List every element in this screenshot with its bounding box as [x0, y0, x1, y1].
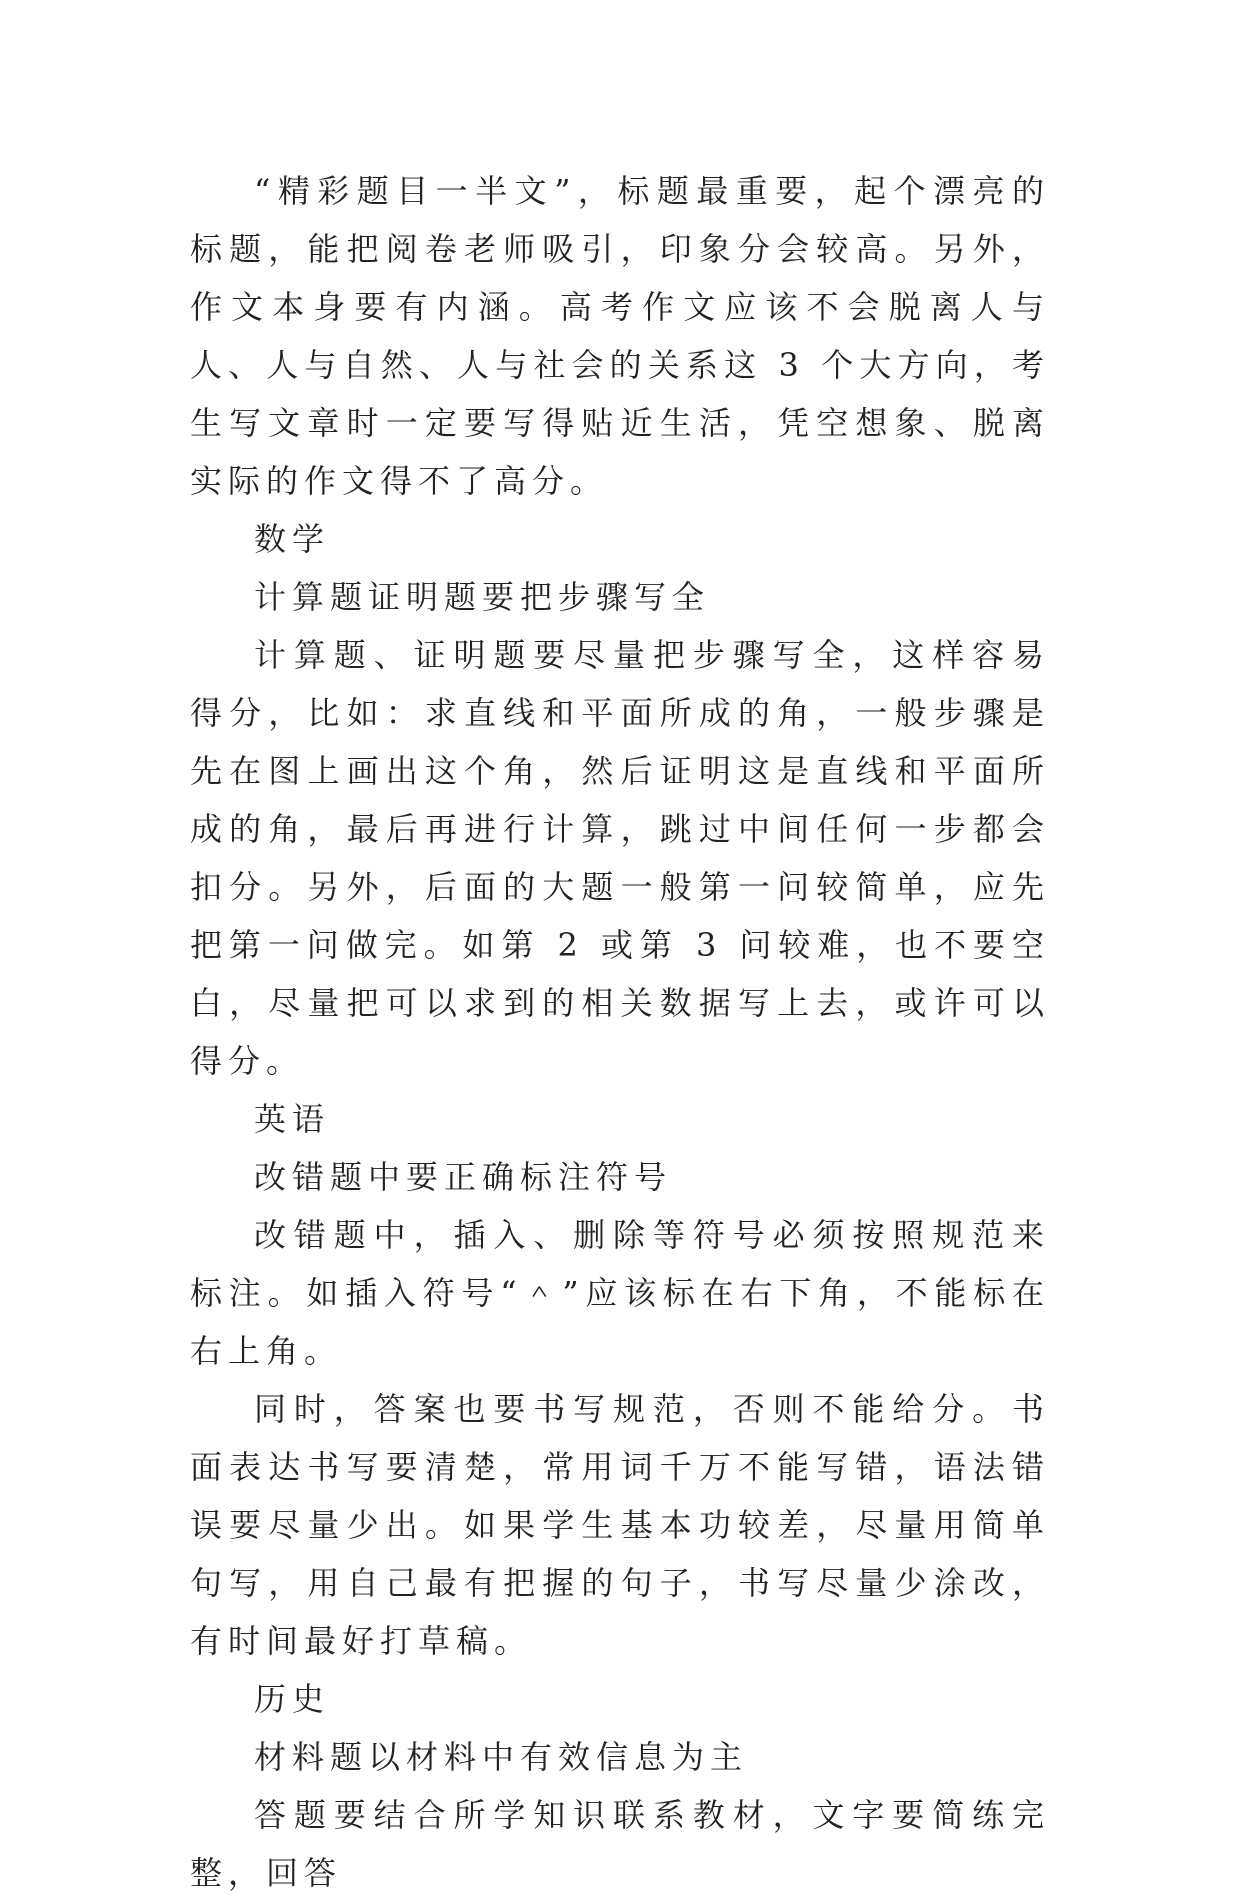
subheading-history-material: 材料题以材料中有效信息为主 — [254, 1738, 749, 1776]
section-heading-history: 历史 — [254, 1680, 331, 1718]
section-heading-english: 英语 — [254, 1100, 331, 1138]
paragraph-english-marks: 改错题中，插入、删除等符号必须按照规范来标注。如插入符号“＾”应该标在右下角，不能标在右上角。 — [190, 1216, 1050, 1370]
subheading-english-marks: 改错题中要正确标注符号 — [254, 1158, 673, 1196]
section-heading-math: 数学 — [254, 520, 331, 558]
paragraph-math-tips: 计算题、证明题要尽量把步骤写全，这样容易得分，比如：求直线和平面所成的角，一般步骤是先在图上画出这个角，然后证明这是直线和平面所成的角，最后再进行计算，跳过中间任何一步都会扣分。另外，后面的大题一般第一问较简单，应先把第一问做完。如第 2 或第 3 问较难，也不要空白，尽量把可以求到的相关数据写上去，或许可以得分。 — [190, 636, 1050, 1080]
paragraph-history-tips: 答题要结合所学知识联系教材，文字要简练完整，回答 — [190, 1796, 1050, 1892]
subheading-math-steps: 计算题证明题要把步骤写全 — [254, 578, 711, 616]
paragraph-essay-tips: “精彩题目一半文”，标题最重要，起个漂亮的标题，能把阅卷老师吸引，印象分会较高。另外，作文本身要有内涵。高考作文应该不会脱离人与人、人与自然、人与社会的关系这 3 个大方向，考生写文章时一定要写得贴近生活，凭空想象、脱离实际的作文得不了高分。 — [190, 172, 1050, 500]
paragraph-english-writing: 同时，答案也要书写规范，否则不能给分。书面表达书写要清楚，常用词千万不能写错，语法错误要尽量少出。如果学生基本功较差，尽量用简单句写，用自己最有把握的句子，书写尽量少涂改，有时间最好打草稿。 — [190, 1390, 1050, 1660]
document-body — [190, 162, 1050, 1902]
